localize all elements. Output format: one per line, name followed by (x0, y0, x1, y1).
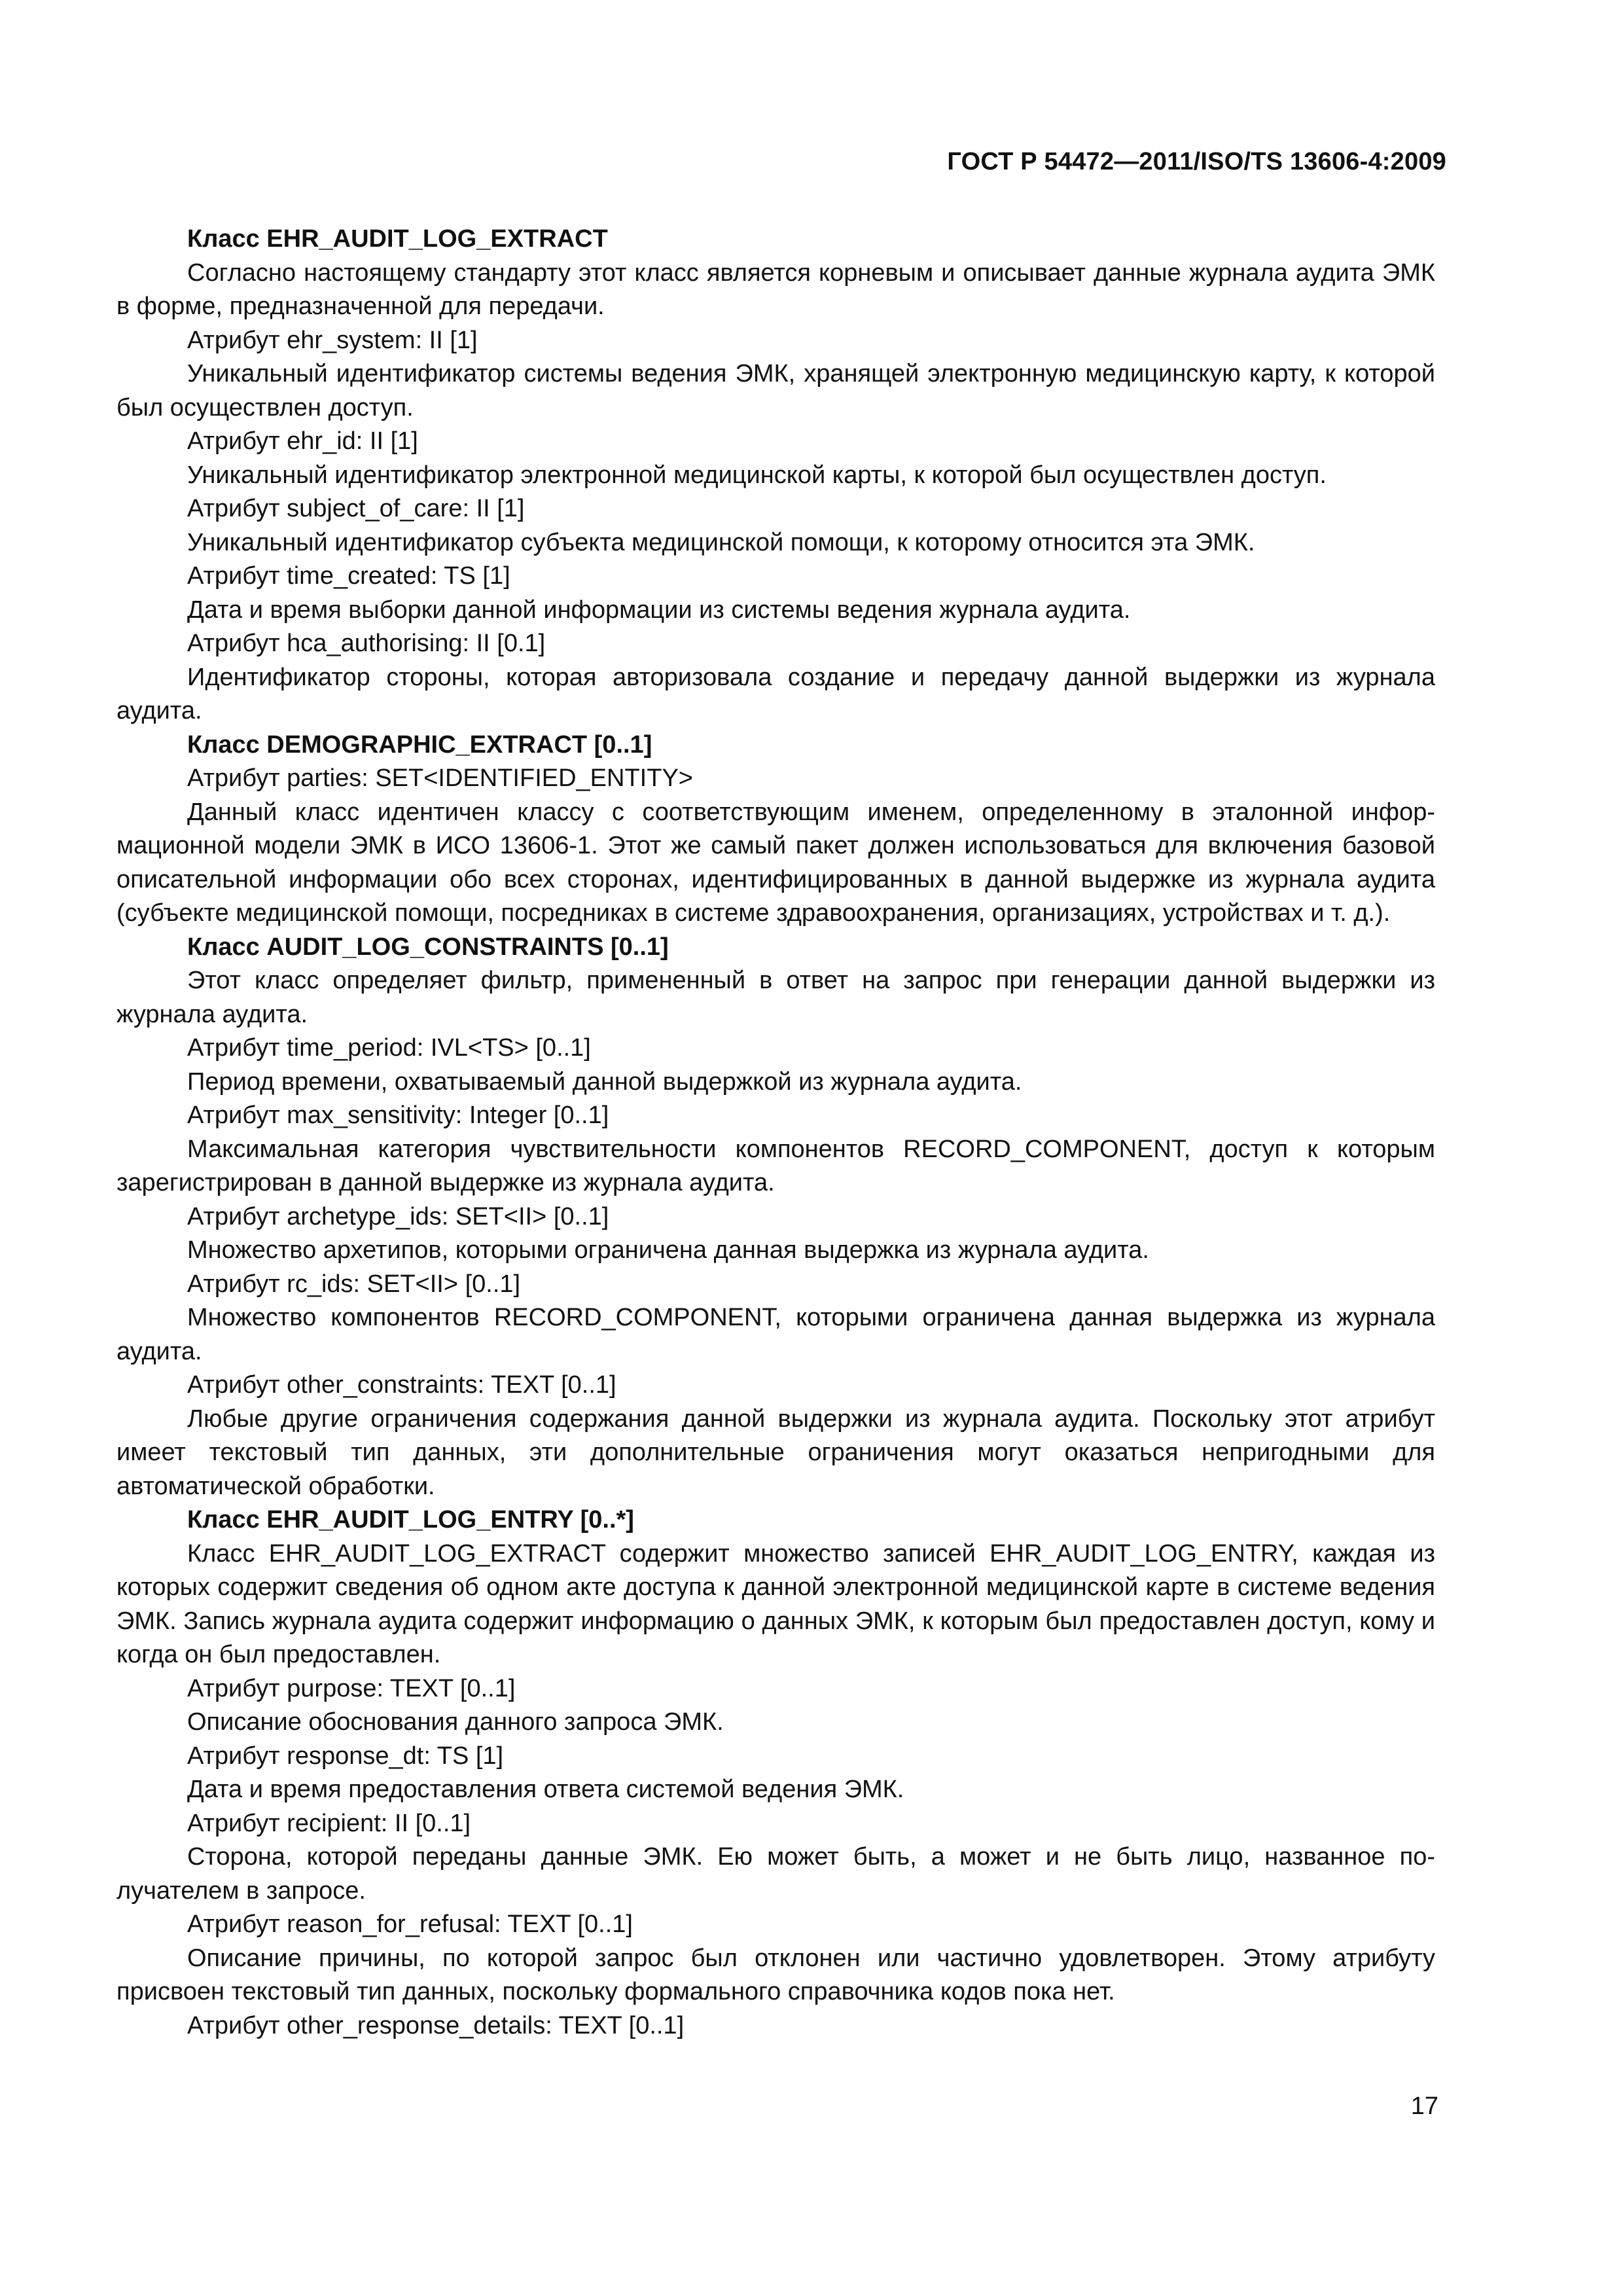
paragraph: Класс EHR_AUDIT_LOG_EXTRACT содержит множество записей EHR_AUDIT_LOG_ENTRY, каждая из которых содержит сведения об одном акте доступа к данной электронной медицинской карте в системе ведения ЭМК. Запись журнала аудита содержит информацию о данных ЭМК, к которым был предоставлен доступ, кому и когда он был предоставлен. (116, 1539, 1435, 1668)
paragraph: Уникальный идентификатор субъекта медицинской помощи, к которому относится эта ЭМК. (187, 528, 1255, 556)
paragraph: Данный класс идентичен классу с соответствующим именем, определенному в эталонной информационной модели ЭМК в ИСО 13606-1. Этот же самый пакет должен использоваться для включения базовой описательной информации обо всех сторонах, идентифицированных в данной выдержке из журнала аудита (субъекте медицинской помощи, посредниках в системе здравоохранения, организациях, устройствах и т. д.). (116, 798, 1435, 927)
paragraph: Максимальная категория чувствительности компонентов RECORD_COMPONENT, доступ к которым зарегистрирован в данной выдержке из журнала аудита. (116, 1135, 1435, 1196)
paragraph: Атрибут parties: SET<IDENTIFIED_ENTITY> (187, 764, 693, 792)
paragraph: Атрибут ehr_id: II [1] (187, 427, 418, 455)
paragraph: Дата и время предоставления ответа системой ведения ЭМК. (187, 1776, 904, 1803)
paragraph: Атрибут reason_for_refusal: TEXT [0..1] (187, 1910, 633, 1938)
paragraph: Атрибут ehr_system: II [1] (187, 326, 478, 354)
paragraph: Атрибут other_constraints: TEXT [0..1] (187, 1371, 616, 1399)
paragraph: Множество компонентов RECORD_COMPONENT, которыми ограничена данная выдержка из журнала аудита. (116, 1304, 1435, 1365)
paragraph: Множество архетипов, которыми ограничена данная выдержка из журнала аудита. (187, 1236, 1149, 1264)
paragraph: Атрибут rc_ids: SET<II> [0..1] (187, 1270, 521, 1298)
paragraph: Уникальный идентификатор системы ведения ЭМК, хранящей электронную медицинскую карту, к которой был осуществлен доступ. (116, 360, 1435, 422)
paragraph: Описание причины, по которой запрос был отклонен или частично удовлетворен. Этому атрибуту присвоен текстовый тип данных, поскольку формального справочника кодов пока нет. (116, 1944, 1435, 2005)
paragraph: Атрибут time_created: TS [1] (187, 562, 510, 590)
paragraph: Этот класс определяет фильтр, примененный в ответ на запрос при генерации данной выдержки из журнала аудита. (116, 967, 1435, 1028)
paragraph: Любые другие ограничения содержания данной выдержки из журнала аудита. Поскольку этот атрибут имеет текстовый тип данных, эти дополнительные ограничения могут оказаться непригодными для автоматической обработки. (116, 1405, 1435, 1500)
paragraph: Сторона, которой переданы данные ЭМК. Ею может быть, а может и не быть лицо, названное получателем в запросе. (116, 1843, 1435, 1905)
document-body (116, 223, 1435, 2043)
paragraph: Описание обоснования данного запроса ЭМК. (187, 1708, 724, 1736)
paragraph: Атрибут recipient: II [0..1] (187, 1809, 471, 1837)
paragraph: Атрибут other_response_details: TEXT [0..1] (187, 2011, 685, 2039)
paragraph: Согласно настоящему стандарту этот класс является корневым и описывает данные журнала аудита ЭМК в форме, предназначенной для передачи. (116, 259, 1435, 320)
paragraph: Уникальный идентификатор электронной медицинской карты, к которой был осуществлен доступ. (187, 461, 1327, 489)
page-number: 17 (1410, 2092, 1438, 2120)
paragraph: Атрибут subject_of_care: II [1] (187, 495, 525, 522)
page-header-standard-code: ГОСТ Р 54472—2011/ISO/TS 13606-4:2009 (947, 148, 1446, 175)
section-heading: Класс AUDIT_LOG_CONSTRAINTS [0..1] (187, 933, 669, 961)
section-heading: Класс DEMOGRAPHIC_EXTRACT [0..1] (187, 730, 652, 759)
section-heading: Класс EHR_AUDIT_LOG_EXTRACT (187, 225, 608, 253)
section-heading: Класс EHR_AUDIT_LOG_ENTRY [0..*] (187, 1506, 634, 1534)
paragraph: Атрибут response_dt: TS [1] (187, 1742, 504, 1770)
paragraph: Атрибут max_sensitivity: Integer [0..1] (187, 1102, 609, 1129)
paragraph: Атрибут time_period: IVL<TS> [0..1] (187, 1034, 591, 1062)
paragraph: Идентификатор стороны, которая авторизовала создание и передачу данной выдержки из журнала аудита. (116, 663, 1435, 725)
paragraph: Атрибут hca_authorising: II [0.1] (187, 630, 546, 657)
paragraph: Период времени, охватываемый данной выдержкой из журнала аудита. (187, 1067, 1022, 1096)
paragraph: Дата и время выборки данной информации из системы ведения журнала аудита. (187, 596, 1131, 624)
paragraph: Атрибут purpose: TEXT [0..1] (187, 1674, 516, 1702)
paragraph: Атрибут archetype_ids: SET<II> [0..1] (187, 1202, 609, 1230)
